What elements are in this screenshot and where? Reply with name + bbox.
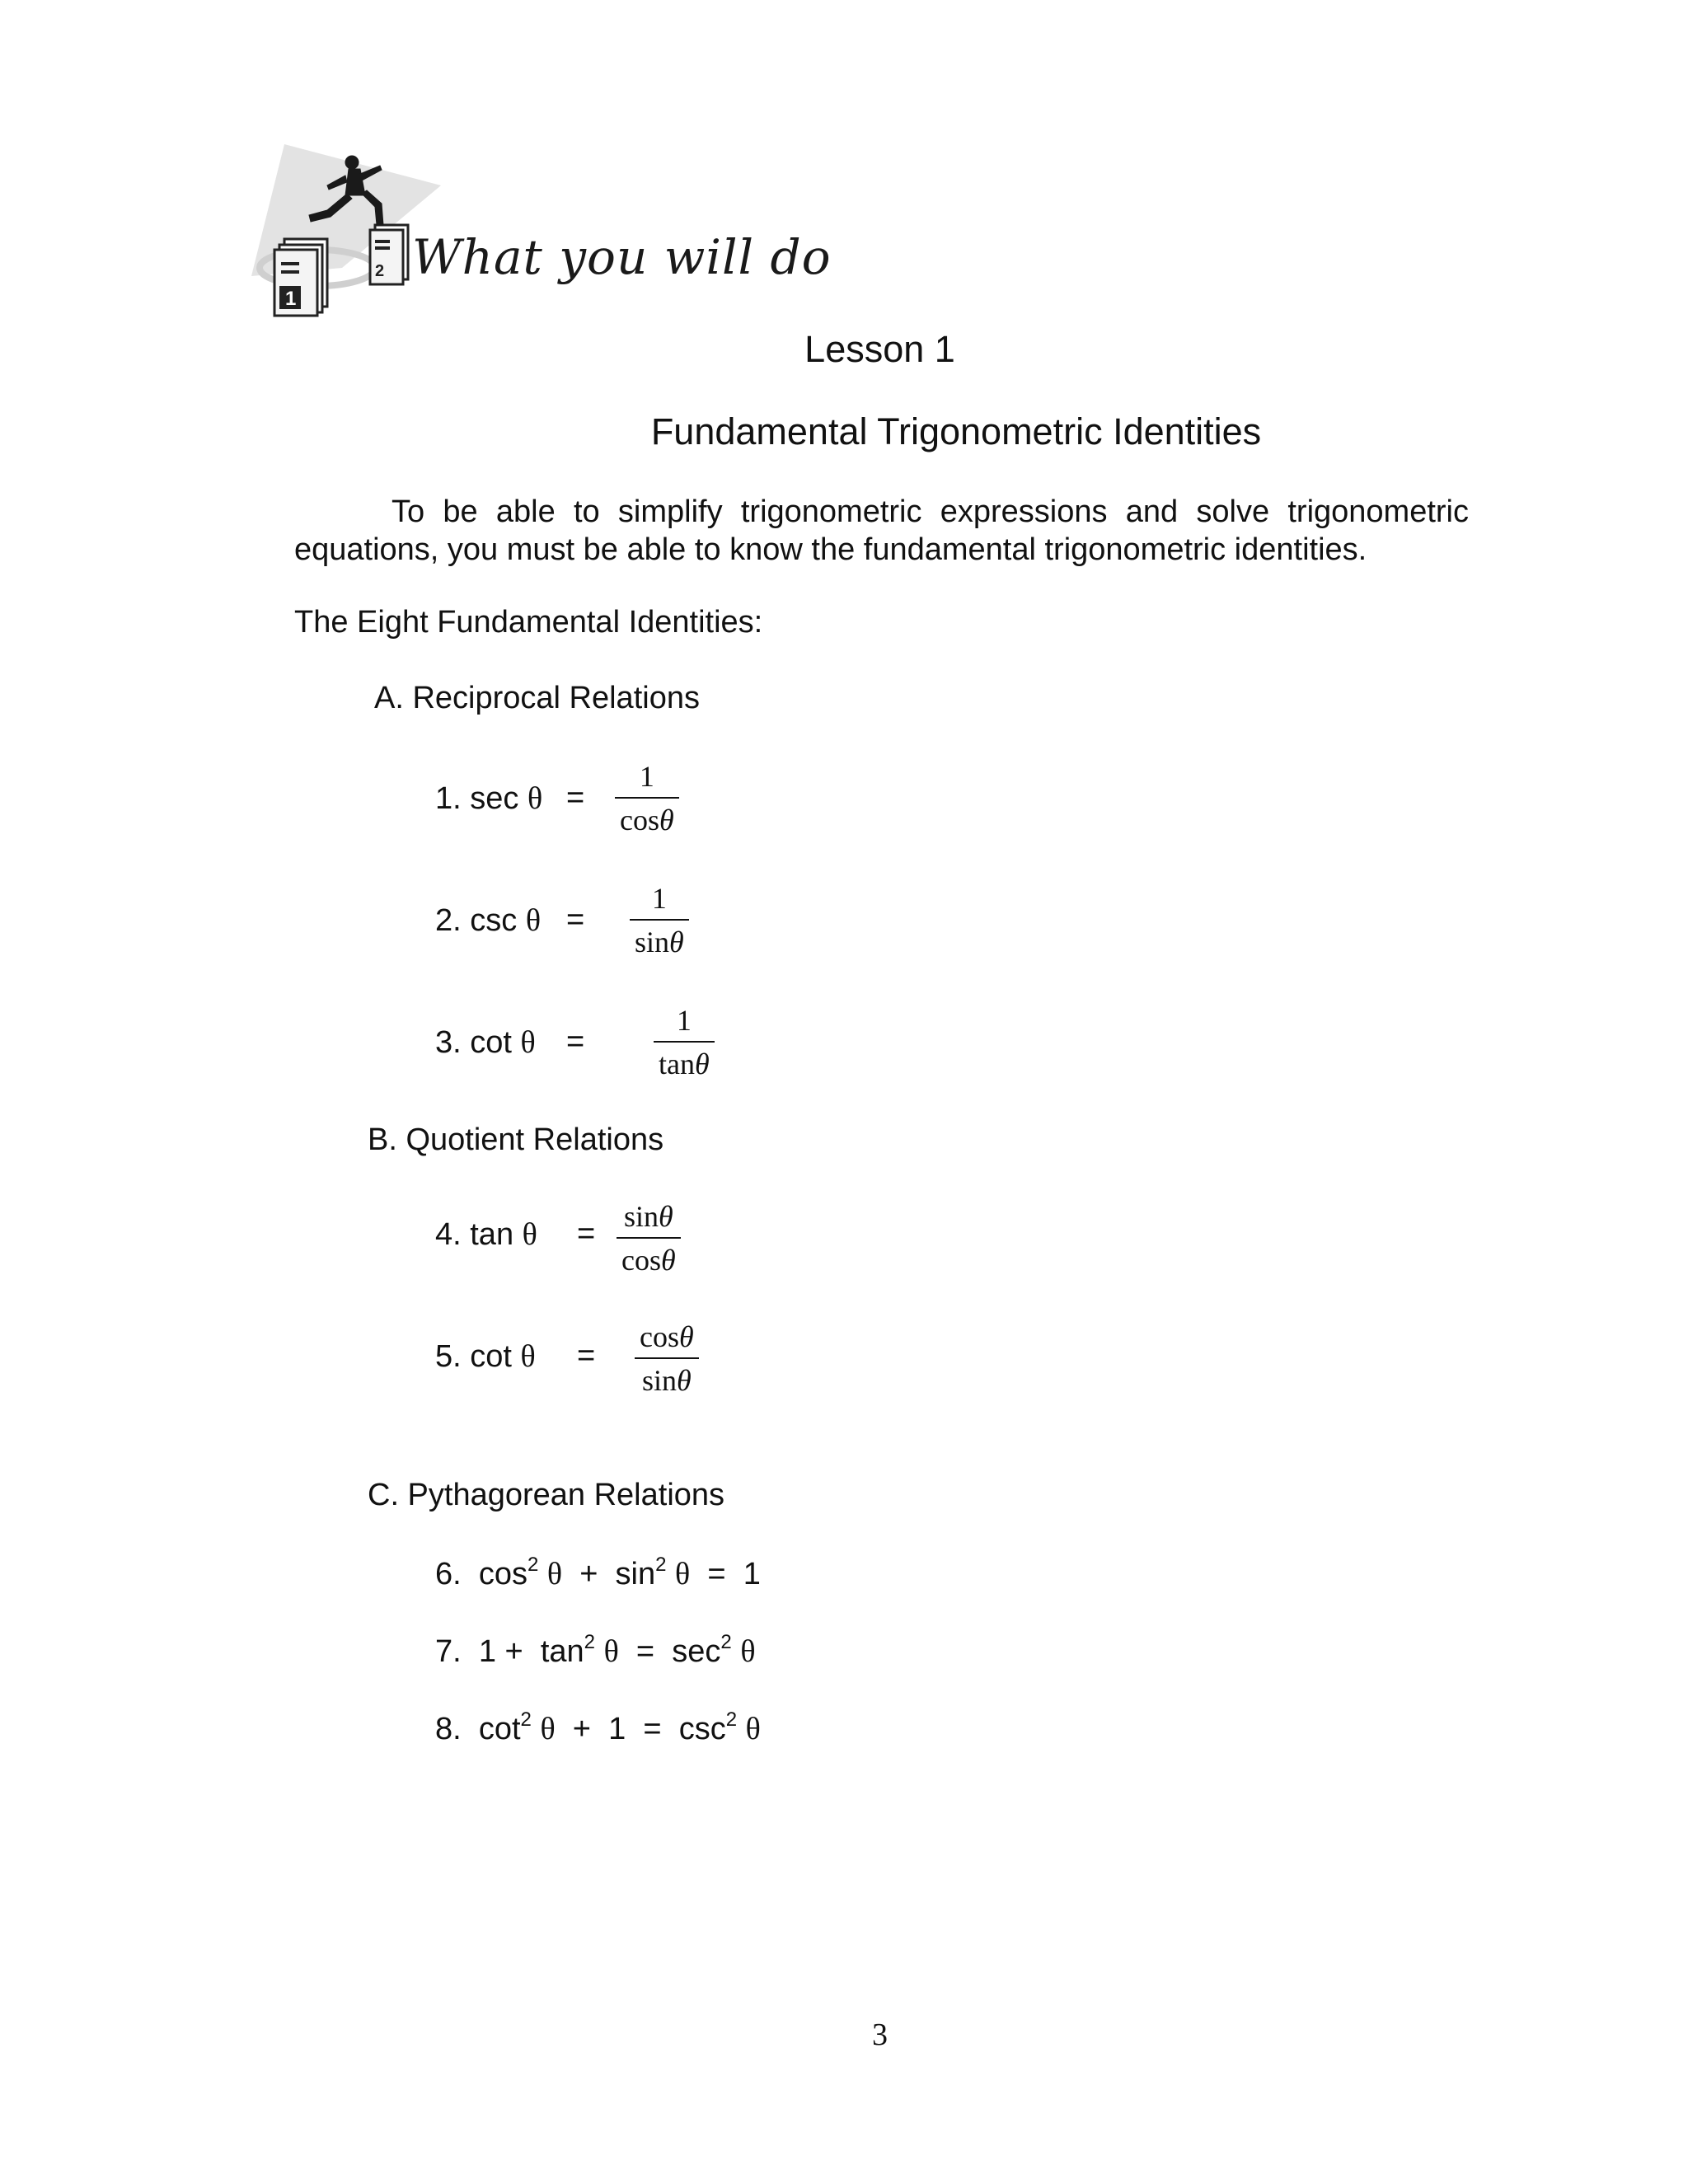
section-heading-what-you-will-do: What you will do: [412, 229, 832, 285]
identity-3-equals: =: [566, 1024, 585, 1059]
lesson-topic: Fundamental Trigonometric Identities: [650, 410, 1262, 452]
identity-3-fraction: [654, 1004, 715, 1080]
identity-6: 6. $\cos^2 \theta + \sin^2 \theta = 1$: [435, 1554, 761, 1591]
identity-2-lhs: [435, 902, 541, 939]
svg-text:2: 2: [375, 262, 385, 280]
identity-7: 7. $1 + \tan^2 \theta = \sec^2 \theta$: [435, 1631, 756, 1669]
identity-4-fraction: [617, 1200, 681, 1277]
identity-3-theta: θ: [520, 1025, 536, 1060]
identity-3-fn: 3. cot: [435, 1025, 512, 1060]
identity-4-denominator: cosθ: [621, 1244, 676, 1277]
identities-heading: The Eight Fundamental Identities:: [294, 605, 763, 640]
pythagorean-relations-heading: C. Pythagorean Relations: [368, 1478, 725, 1512]
identity-4-equals: =: [577, 1216, 596, 1251]
identity-2-fn: 2. csc: [435, 903, 518, 938]
quotient-relations-heading: B. Quotient Relations: [368, 1122, 664, 1157]
lesson-number: Lesson 1: [804, 328, 955, 370]
identity-5-fn: 5. cot: [435, 1339, 512, 1374]
identity-2-theta: θ: [525, 903, 542, 938]
page-number: 3: [872, 2018, 888, 2052]
identity-4-fn: 4. tan: [435, 1217, 514, 1252]
identity-2-fraction: [630, 882, 689, 958]
identity-5-numerator: cosθ: [640, 1320, 694, 1353]
identity-1-denominator: cosθ: [620, 804, 674, 837]
identity-4-numerator: sinθ: [623, 1200, 673, 1233]
identity-4-lhs: [435, 1216, 537, 1253]
identity-5-fraction: [635, 1320, 699, 1397]
identity-2-numerator: 1: [651, 882, 667, 915]
identity-5-lhs: [435, 1338, 536, 1375]
fraction-bar: [654, 1041, 715, 1043]
identity-1-theta: θ: [527, 781, 543, 816]
identity-5-equals: =: [577, 1338, 596, 1373]
reciprocal-relations-heading: A. Reciprocal Relations: [374, 681, 700, 715]
identity-8: 8. $\cot^2 \theta + 1 = \csc^2 \theta$: [435, 1708, 761, 1746]
fraction-bar: [615, 797, 679, 799]
identity-2-denominator: sinθ: [635, 926, 684, 958]
identity-3-lhs: [435, 1024, 536, 1061]
fraction-bar: [630, 919, 689, 921]
identity-3-numerator: 1: [676, 1004, 692, 1037]
identity-5-denominator: sinθ: [641, 1364, 692, 1397]
identity-1-fn: 1. sec: [435, 781, 519, 816]
identity-2-equals: =: [566, 902, 585, 937]
identity-1-lhs: [435, 780, 542, 817]
identity-1-fraction: [615, 760, 679, 837]
identity-5-theta: θ: [520, 1339, 536, 1374]
identity-1-equals: =: [566, 780, 585, 815]
fraction-bar: [635, 1357, 699, 1359]
identity-4-theta: θ: [522, 1217, 537, 1252]
intro-paragraph: To be able to simplify trigonometric expressions and solve trigonometric equations, you must be able to know the fundamental trigonometric identities.: [294, 494, 1469, 567]
svg-text:1: 1: [285, 288, 297, 310]
identity-1-numerator: 1: [639, 760, 654, 793]
identity-3-denominator: tanθ: [659, 1047, 710, 1080]
fraction-bar: [617, 1237, 681, 1239]
